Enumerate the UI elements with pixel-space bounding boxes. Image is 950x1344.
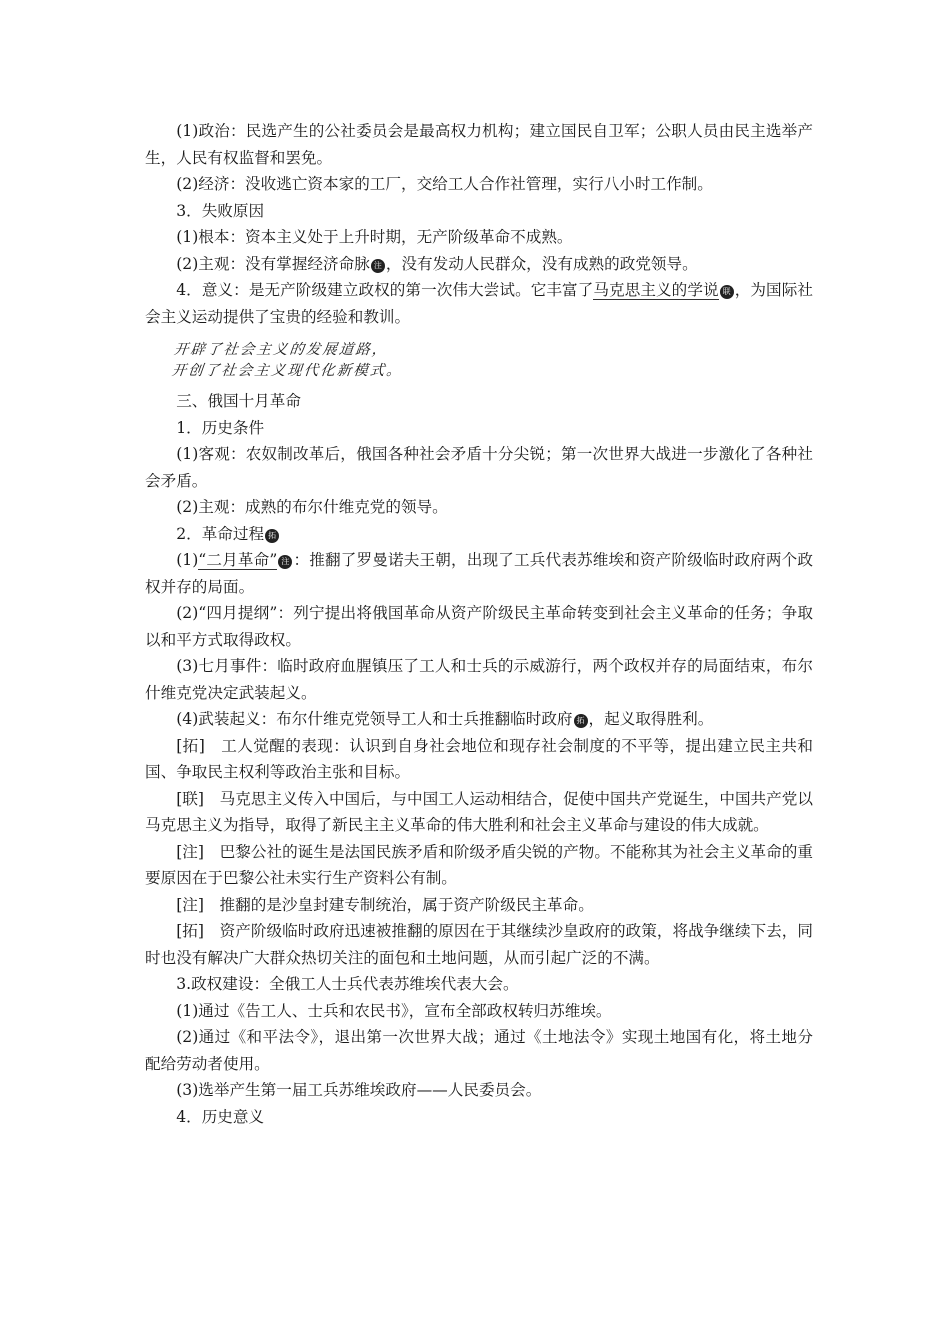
annotation-workers-awakening: [拓] 工人觉醒的表现：认识到自身社会地位和现存社会制度的不平等，提出建立民主共和国、争取民主权利等政治主张和目标。 <box>145 736 813 781</box>
february-text-b: ：推翻了罗曼诺夫王朝，出现了工兵代表苏维埃和资产阶级临时政府两个政权并存的局面。 <box>145 551 813 596</box>
document-body <box>145 118 813 1130</box>
paragraph-significance <box>145 277 813 330</box>
handwritten-note <box>171 340 813 382</box>
conditions-heading: 1．历史条件 <box>176 418 265 437</box>
expand-marker-icon: 拓 <box>574 714 588 728</box>
paragraph-political: (1)政治：民选产生的公社委员会是最高权力机构；建立国民自卫军；公职人员由民主选举产生，人民有权监督和罢免。 <box>145 122 813 167</box>
note-marker-icon: 注 <box>278 555 292 569</box>
paragraph-regime-3: (3)选举产生第一届工兵苏维埃政府——人民委员会。 <box>176 1081 542 1099</box>
uprising-text-a: (4)武装起义：布尔什维克党领导工人和士兵推翻临时政府 <box>176 710 573 728</box>
paragraph-february-revolution <box>145 547 813 600</box>
handwritten-line-1: 开辟了社会主义的发展道路， <box>173 342 390 358</box>
failure-heading: 3．失败原因 <box>176 201 265 220</box>
paragraph-regime-1: (1)通过《告工人、士兵和农民书》，宣布全部政权转归苏维埃。 <box>176 1001 612 1020</box>
annotation-tsar-overthrow: [注] 推翻的是沙皇封建专制统治，属于资产阶级民主革命。 <box>176 895 594 914</box>
expand-marker-icon: 拓 <box>265 529 279 543</box>
handwritten-line-2: 开创了社会主义现代化新模式。 <box>170 363 404 379</box>
paragraph-objective: (1)客观：农奴制改革后，俄国各种社会矛盾十分尖锐；第一次世界大战进一步激化了各种社会矛盾。 <box>145 445 813 490</box>
february-text-a: (1) <box>176 551 199 569</box>
section-heading-russia: 三、俄国十月革命 <box>176 392 301 410</box>
february-underlined: “二月革命” <box>198 551 278 569</box>
annotation-provisional-government: [拓] 资产阶级临时政府迅速被推翻的原因在于其继续沙皇政府的政策，将战争继续下去，同时也没有解决广大群众热切关注的面包和土地问题，从而引起广泛的不满。 <box>145 922 813 967</box>
link-marker-icon: 联 <box>720 285 734 299</box>
annotation-marxism-china: [联] 马克思主义传入中国后，与中国工人运动相结合，促使中国共产党诞生，中国共产党以马克思主义为指导，取得了新民主主义革命的伟大胜利和社会主义革命与建设的伟大成就。 <box>145 789 813 834</box>
process-heading-text: 2．革命过程 <box>176 524 265 543</box>
regime-heading: 3.政权建设：全俄工人士兵代表苏维埃代表大会。 <box>176 975 519 993</box>
significance-underlined: 马克思主义的学说 <box>593 281 719 299</box>
subjective-text-a: (2)主观：没有掌握经济命脉 <box>176 254 370 273</box>
process-heading <box>145 521 813 548</box>
paragraph-subjective-cause <box>145 251 813 278</box>
historical-significance-heading: 4．历史意义 <box>176 1107 265 1126</box>
paragraph-july-days: (3)七月事件：临时政府血腥镇压了工人和士兵的示威游行，两个政权并存的局面结束，布尔什维克党决定武装起义。 <box>145 657 813 702</box>
uprising-text-b: ，起义取得胜利。 <box>588 710 714 728</box>
significance-text-b: ，为国际社会主义运动提供了宝贵的经验和教训。 <box>145 281 813 326</box>
paragraph-economic: (2)经济：没收逃亡资本家的工厂，交给工人合作社管理，实行八小时工作制。 <box>176 175 713 193</box>
paragraph-regime-2: (2)通过《和平法令》，退出第一次世界大战；通过《土地法令》实现土地国有化，将土地分配给劳动者使用。 <box>145 1028 813 1073</box>
paragraph-subjective: (2)主观：成熟的布尔什维克党的领导。 <box>176 498 448 516</box>
paragraph-april-theses: (2)“四月提纲”：列宁提出将俄国革命从资产阶级民主革命转变到社会主义革命的任务；争取以和平方式取得政权。 <box>145 604 813 649</box>
paragraph-root-cause: (1)根本：资本主义处于上升时期，无产阶级革命不成熟。 <box>176 228 573 246</box>
significance-text-a: 4．意义：是无产阶级建立政权的第一次伟大尝试。它丰富了 <box>176 281 594 299</box>
note-marker-icon: 注 <box>371 259 385 273</box>
subjective-text-b: ，没有发动人民群众，没有成熟的政党领导。 <box>385 254 698 273</box>
annotation-paris-commune: [注] 巴黎公社的诞生是法国民族矛盾和阶级矛盾尖锐的产物。不能称其为社会主义革命的重要原因在于巴黎公社未实行生产资料公有制。 <box>145 842 813 887</box>
paragraph-armed-uprising <box>145 706 813 733</box>
